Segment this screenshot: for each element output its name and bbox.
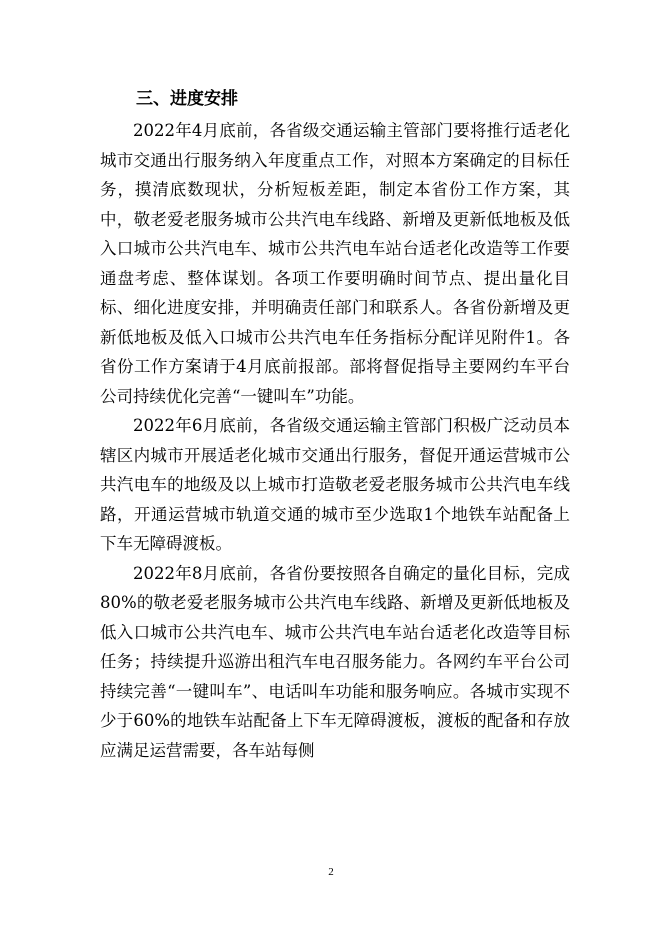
paragraph-june: 2022年6月底前，各省级交通运输主管部门积极广泛动员本辖区内城市开展适老化城市交通出行服务，督促开通运营城市公共汽电车的地级及以上城市打造敬老爱老服务城市公共汽电车线路，开通运营城市轨道交通的城市至少选取1个地铁车站配备上下车无障碍渡板。 bbox=[100, 416, 570, 553]
section-heading: 三、进度安排 bbox=[136, 89, 238, 109]
document-body bbox=[100, 85, 570, 765]
paragraph-april: 2022年4月底前，各省级交通运输主管部门要将推行适老化城市交通出行服务纳入年度重点工作，对照本方案确定的目标任务，摸清底数现状，分析短板差距，制定本省份工作方案，其中，敬老爱老服务城市公共汽电车线路、新增及更新低地板及低入口城市公共汽电车、城市公共汽电车站台适老化改造等工作要通盘考虑、整体谋划。各项工作要明确时间节点、提出量化目标、细化进度安排，并明确责任部门和联系人。各省份新增及更新低地板及低入口城市公共汽电车任务指标分配详见附件1。各省份工作方案请于4月底前报部。部将督促指导主要网约车平台公司持续优化完善“一键叫车”功能。 bbox=[100, 121, 570, 406]
page-number: 2 bbox=[328, 866, 334, 878]
paragraph-august: 2022年8月底前，各省份要按照各自确定的量化目标，完成80%的敬老爱老服务城市公共汽电车线路、新增及更新低地板及低入口城市公共汽电车、城市公共汽电车站台适老化改造等目标任务；持续提升巡游出租汽车电召服务能力。各网约车平台公司持续完善“一键叫车”、电话叫车功能和服务响应。各城市实现不少于60%的地铁车站配备上下车无障碍渡板，渡板的配备和存放应满足运营需要，各车站每侧 bbox=[100, 563, 570, 760]
